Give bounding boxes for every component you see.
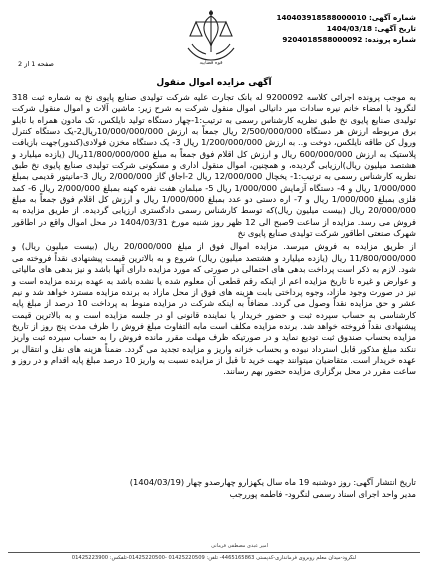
notice-title: آگهی مزایده اموال منقول	[156, 78, 272, 88]
publication-info	[12, 476, 416, 500]
emblem-caption: قوه قضاییه	[199, 60, 223, 66]
judiciary-emblem-icon	[176, 8, 246, 66]
notice-date: 1404/03/18	[326, 24, 373, 33]
publish-date-line: تاریخ انتشار آگهی: روز دوشنبه 19 ماه سال یکهزارو چهارصدو چهار (1404/03/19)	[129, 477, 416, 487]
notice-number: 140403918588000010	[276, 13, 367, 22]
file-number-row	[276, 34, 416, 45]
file-number-label: شماره پرونده:	[364, 35, 416, 44]
page-number: صفحه 1 از 2	[18, 60, 54, 68]
footer-address: لنگرود-میدان معلم روبروی فرمانداری-کدپستی 4465165863- تلفن: 01425220509 -01425220500-تلفکس: 01425223900	[71, 555, 357, 561]
notice-header-meta	[276, 12, 416, 45]
notice-body	[12, 92, 416, 380]
signature-line: مدیر واحد اجرای اسناد رسمی لنگرود- فاطمه پوررجب	[229, 489, 416, 499]
body-paragraph: به موجب پرونده اجرائی کلاسه 9200092 له بانک تجارت علیه شرکت تولیدی صنایع پایوی نخ به شماره ثبت 318 لنگرود با امضاء خانم نیره سادات میر دانیالی اموال منقول شرکت به شرح زیر: ماشین آلات و اموال منقول شرکت تولیدی صنایع پایوی نخ طبق نظریه کارشناس رسمی به ترتیب:1-چهار دستگاه تولید نایلکس، تک مادون همراه با تابلو برق مربوطه ارزش هر دستگاه 2/500/000/000 ریال جمعاً به ارزش 10/000/000/000ریال2-یک دستگاه کنترل ورول کن طاقه نایلکس، دوخت و.. به ارزش 1/200/000/000 ریال 3- یک دستگاه مخزن فولادی(کندور)جهت بازیافت پلاستیک به ارزش 600/000/000 ریال و ارزش کل اقلام فوق جمعاً به مبلغ 11/800/000/000ریال (یازده میلیارد و هشتصد میلیون ریال)ارزیابی گردیده، و همچنین، اموال منقول اداری و مسکونی شرکت تولیدی صنایع پایوی نخ طبق نظریه کارشناس رسمی به ترتیب:1- یخچال 12/000/000 ریال 2-اجاق گاز 2/000/000 ریال 3-مانیتور قدیمی بمبلغ 1/000/000 ریال و 4- دستگاه آزمایش 1/000/000 ریال 5- مبلمان هفت نفره کهنه بمبلغ 2/000/000 ریال 6- کمد فلزی بمبلغ 1/000/000 ریال و 7- اره دستی دو عدد بمبلغ 1/000/000 ریال و ارزش کل اقلام فوق جمعاً به مبلغ 20/000/000 ریال (بیست میلیون ریال)که توسط کارشناس رسمی دادگستری ارزیابی گردیده. از طریق مزایده به فروش می رسد. مزایده از ساعت 9صبح الی 12 ظهر روز شنبه مورخ 1404/03/31 در محل اموال واقع در اطاقور شهرک صنعتی اطاقور شرکت تولیدی صنایع پایوی نخ	[12, 92, 417, 239]
footer-signer: امیر عبدی مصطفی فرمانی	[211, 543, 268, 549]
notice-date-row	[276, 23, 416, 34]
footer-divider	[8, 552, 420, 553]
notice-number-label: شماره آگهی:	[368, 13, 416, 22]
notice-date-label: تاریخ آگهی:	[374, 24, 416, 33]
page-footer	[0, 540, 428, 570]
body-paragraph: از طریق مزایده به فروش میرسد. مزایده اموال فوق از مبلغ 20/000/000 ریال (بیست میلیون ریال) و 11/800/000/000 ریال (یازده میلیارد و هشتصد میلیون ریال) شروع و به بالاترین قیمت پیشنهادی نقداً فروخته می شود. لازم به ذکر است پرداخت بدهی های احتمالی در صورتی که مورد مزایده دارای آنها باشد و نیز بدهی های مالیاتی و عوارض و غیره تا تاریخ مزایده اعم از اینکه رقم قطعی آن معلوم شده یا نشده باشد به عهده برنده مزایده است و نیز در صورت وجود مازاد، وجوه پرداختی بابت هزینه های فوق از محل مازاد به برنده مزایده مسترد خواهد شد و نیم عشر و حق مزایده نقداً وصول می گردد. مضافاً به اینکه شرکت در مزایده منوط به پرداخت 10 درصد از مبلغ پایه کارشناسی به حساب سپرده ثبت و حضور خریدار یا نماینده قانونی او در جلسه مزایده است و به بالاترین قیمت پیشنهادی نقداً فروخته خواهد شد. برنده مزایده مکلف است مابه التفاوت مبلغ فروش را ظرف مدت پنج روز از تاریخ مزایده بحساب صندوق ثبت تودیع نماید و در صورتیکه ظرف مهلت مقرر مانده فروش را به حساب سپرده ثبت واریز ننکند مبلغ مذکور قابل استرداد نبوده و بحساب خزانه واریز و مزایده تجدید می گردد. ضمناً هزینه های نقل و انتقال بر عهده خریدار است. متقاضیان میتوانند جهت خرید تا قبل از مزایده نسبت به واریز 10 درصد مبلغ پایه اقدام و در روز و ساعت مقرر در محل برگزاری مزایده حضور بهم رسانند.	[12, 241, 416, 377]
file-number: 9204018588000092	[282, 35, 363, 44]
notice-number-row	[276, 12, 416, 23]
